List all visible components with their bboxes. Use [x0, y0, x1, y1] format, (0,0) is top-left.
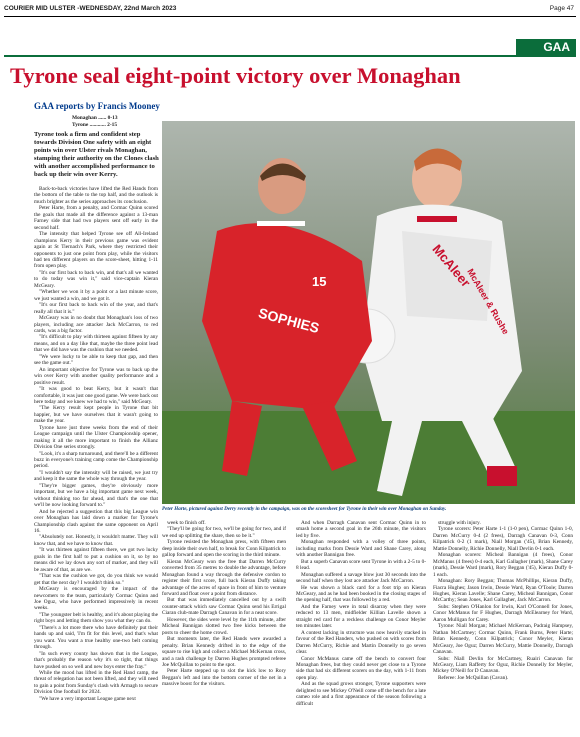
- match-photo: [162, 121, 575, 504]
- article-column-1: [34, 186, 158, 702]
- paragraph: "We have a very important League game next: [39, 695, 136, 702]
- paragraph: Monaghan responded with a volley of three points, including marks from Dessie Ward and Shane Carey, along with another Bannigan free.: [296, 539, 426, 559]
- paragraph: Conor McManus came off the bench to convert four Monaghan frees, but they could never get close to a Tyrone side that had six different scorers on the day, with 1-11 from open play.: [296, 655, 426, 681]
- paragraph: And he rejected a suggestion that this big League win over Monaghan has laid down a marker for Tyrone's Championship clash against the same opponent on April 16.: [34, 508, 158, 535]
- subs-monaghan: Subs: Stephen O'Hanlon for Irwin, Karl O'Connell for Jones, Conor McManus for F Hughes, Darragh McElearney for Ward, Aaron Mulligan for Carey.: [433, 603, 573, 623]
- paragraph: Tyrone have just three weeks from the end of their League campaign until the Ulster Championship opener, making it all the more important to finish the Allianz Division One series strongly.: [34, 424, 158, 451]
- page-header: [4, 5, 576, 15]
- paragraph: He was shown a black card for a foot trip on Kieran McGeary, and as he had been booked in the closing stages of the opening half, that was followed by a red.: [296, 584, 426, 604]
- paragraph: "The youngster belt is healthy, and it's about playing the right boys and letting them show you what they can do.: [34, 611, 158, 625]
- jersey-sponsor-text: McAleer: [429, 241, 474, 290]
- photo-caption: Peter Harte, pictured against Derry recently in the campaign, was on the scoresheet for Tyrone in their win over Monaghan on Sunday.: [162, 506, 447, 512]
- paragraph: "They're bigger games, they're obviously more important, but we have a big important game next week, without thinking too far ahead, and that's the one that we'll be now looking forward to.": [34, 482, 158, 509]
- paragraph: But that was immediately cancelled out by a swift counter-attack which saw Cormac Quinn send his Errigal Ciaran club-mate Darragh Canavan in for a neat score.: [162, 597, 286, 617]
- subs-tyrone: Subs: Niall Devlin for McCartney, Ruairi Canavan for McGeary, Liam Rafferty for Oguz, Richie Donnelly for Meyler, Mickey O'Neill for D Canavan.: [433, 655, 573, 675]
- paragraph: However, the sides were level by the 11th minute, after Micheal Bannigan slotted two free kicks between the posts to cheer the home crowd.: [162, 616, 286, 636]
- team-scorers-tyrone: Tyrone scorers: Peter Harte 1-1 (1-0 pen), Cormac Quinn 1-0, Darren McCurry 0-4 (2 frees), Darragh Canavan 0-3, Conn Kilpatrick 0-2 (1 mark), Niall Morgan ('45), Brian Kennedy, Mattie Donnelly, Richie Donnelly, Niall Devlin 0-1 each.: [433, 526, 573, 552]
- article-column-2: [162, 520, 286, 688]
- paragraph: McGeary is encouraged by the impact of the newcomers to the team, particularly Cormac Quinn and Joe Oguz, who have performed impressively in recent weeks.: [34, 586, 158, 612]
- headline: Tyrone seal eight-point victory over Monaghan: [10, 63, 461, 88]
- publication-name: COURIER MID ULSTER -WEDNESDAY, 22nd March 2023: [4, 5, 177, 12]
- paragraph: But a superb Canavan score sent Tyrone in with a 2-5 to 0-8 lead.: [296, 558, 426, 572]
- paragraph: And the Farney were in total disarray when they were reduced to 13 men, midfielder Killian Lavelle shown a straight red card for a reckless challenge on Conor Meyler ten minutes later.: [296, 603, 426, 630]
- paragraph: "We were lucky to be able to keep that gap, and then see the game out.": [34, 353, 158, 367]
- paragraph: And when Darragh Canavan sent Cormac Quinn in to smash home a second goal in the 26th minute, the visitors led by five.: [296, 520, 426, 539]
- article-column-4: [433, 520, 573, 681]
- team-lineup-tyrone: Tyrone: Niall Morgan; Michael McKernan, Padraig Hampsey, Nathan McCartney; Cormac Quinn, Frank Burns, Peter Harte; Brian Kennedy, Conn Kilpatrick; Conor Meyler, Kieran McGeary, Joe Oguz; Darren McCurry, Mattie Donnelly, Darragh Canavan.: [433, 623, 573, 656]
- paragraph: "It's difficult to play with thirteen against fifteen by any means, and on a day like that, maybe the three point lead that we did have was the cushion that we needed.: [34, 334, 158, 354]
- section-label: GAA: [516, 39, 576, 56]
- intro-paragraph: Tyrone took a firm and confident step towards Division One safety with an eight points win over Ulster rivals Monaghan, stamping their authority on the Clones clash with another accomplished performance to back up their win over Kerry.: [34, 131, 159, 179]
- jersey-sponsor-sub: McAleer & Rushe: [465, 267, 511, 337]
- score-tyrone: Tyrone ............ 2-15: [72, 122, 118, 128]
- paragraph: "Look, it's a sharp turnaround, and there'll be a different buzz in everyone's training camp come the Championship period.: [34, 450, 158, 470]
- score-box: [72, 115, 118, 129]
- paragraph: "It was thirteen against fifteen there, we got two lucky goals in the first half to put a cushion on it, so by no means did we lay down any sort of marker, and they will be aware of that, as are we.: [34, 547, 158, 573]
- team-scorers-monaghan: Monaghan scorers: Micheal Bannigan (4 frees), Conor McManus (4 frees) 0-4 each, Karl Gallagher (mark), Shane Carey (mark), Dessie Ward (mark), Rory Beggan ('45), Kieran Duffy 0-1 each.: [433, 552, 573, 578]
- team-lineup-monaghan: Monaghan: Rory Beggan; Thomas McPhillips, Kieran Duffy, Fiacra Hughes; Jason Irwin, Dessie Ward, Ryan O'Toole; Darren Hughes, Kieran Lavelle; Shane Carey, Micheal Bannigan, Conor McCarthy; Sean Jones, Karl Gallagher, Jack McCarron.: [433, 578, 573, 604]
- byline: GAA reports by Francis Mooney: [34, 101, 160, 111]
- paragraph: Peter Harte stepped up to slot the kick low to Rory Beggan's left and into the bottom corner of the net in a massive boost for the visitors.: [162, 668, 286, 688]
- score-monaghan: Monaghan ...... 0-13: [72, 115, 118, 121]
- jersey-sponsor-logo: SOPHIES: [256, 304, 322, 337]
- paragraph: Monaghan suffered a savage blow just 30 seconds into the second half when they lost ace attacker Jack McCarron.: [296, 571, 426, 585]
- paragraph: "I wouldn't say the intensity will be raised, we just try and keep it the same the whole way through the year.: [34, 469, 158, 483]
- page-number: Page 47: [549, 5, 574, 12]
- paragraph: Tyrone resisted the Monaghan press, with fifteen men deep inside their own half, to break for Conn Kilpatrick to gallop forward and open the scoring in the third minute.: [162, 539, 286, 559]
- paragraph: "In such every county has shown that in the League, that's probably the reason why it's so tight, that things have pushed on so well and new boys enter the fray.": [34, 650, 158, 670]
- paragraph: week to finish off.: [167, 520, 206, 526]
- header-rule: [4, 16, 576, 17]
- paragraph: And as the squad grows stronger, Tyrone supporters were delighted to see Mickey O'Neill come off the bench for a late cameo role and a first appearance of the season following a difficult: [296, 681, 426, 707]
- paragraph: A contest lacking in structure was now heavily stacked in favour of the Red Handers, who pushed on with scores from Darren McCurry, Richie and Martin Donnelly to go seven clear.: [296, 629, 426, 656]
- section-rule: [4, 55, 576, 57]
- paragraph: "Absolutely not. Honestly, it wouldn't matter. They will know that, and we have to know that.: [34, 534, 158, 547]
- paragraph: But moments later, the Red Hands were awarded a penalty. Brian Kennedy drifted in to the edge of the square to rise high and collect a Michael McKernan cross, and a rash challenge by Darren Hughes prompted referee Joe McQuillan to point to the spot.: [162, 636, 286, 668]
- paragraph: Back-to-back victories have lifted the Red Hands from the bottom of the table to the top half, and the outlook is much brighter as the series approaches its conclusion.: [34, 186, 158, 205]
- paragraph: "There's a lot more there who have definitely put their hands up and said, 'I'm fit for this level, and that's what you want. You want a true healthy one-two belt coming through.: [34, 624, 158, 651]
- paragraph: An important objective for Tyrone was to back up the win over Kerry with another quality performance and a positive result.: [34, 366, 158, 386]
- paragraph: "That was the cushion we got, do you think we would get that the next day? I wouldn't think so.": [34, 573, 158, 586]
- paragraph: Kieran McGeary won the free that Darren McCurry converted from 35 metres to double the advantage, before Monaghan found a way through the defensive cordon to register their first score, full back Kieran Duffy taking advantage of the acres of space in front of him to venture forward and float over a point from distance.: [162, 558, 286, 597]
- paragraph: While the mood has lifted in the Red Hand camp, the threat of relegation has not been lifted, and they will need to gain a point from Sunday's clash with Armagh to secure Division One football for 2024.: [34, 669, 158, 696]
- paragraph: "It's our first back to back win, and that's all we wanted to do today was win it," said vice-captain Kieran McGeary.: [34, 269, 158, 289]
- paragraph: McGeary was in no doubt that Monaghan's loss of two players, including ace attacker Jack McCarron, to red cards, was a big factor.: [34, 315, 158, 334]
- paragraph: "Whether we won it by a point or a last minute score, we just wanted a win, and we got it.: [34, 289, 158, 302]
- paragraph: "It was good to beat Kerry, but it wasn't that comfortable, it was just one good game. We were back out here today and we knew we had to win," said McGeary.: [34, 386, 158, 405]
- referee: Referee: Joe McQuillan (Cavan).: [438, 674, 509, 681]
- article-column-3: [296, 520, 426, 707]
- match-photo-illustration: [162, 121, 575, 504]
- paragraph: "The Kerry result kept people in Tyrone that bit happier, but we have ourselves that it wasn't going to make the year.: [34, 405, 158, 425]
- paragraph: The intensity that helped Tyrone see off All-Ireland champions Kerry in their previous game was evident again at St Tiernach's Park, where they restricted their opponents to just one point from play, while the visitors had ten different players on the score-sheet, hitting 1-11 from open play.: [34, 231, 158, 270]
- paragraph: struggle with injury.: [438, 520, 481, 526]
- jersey-number: 15: [312, 274, 327, 289]
- paragraph: "It's our first back to back win of the year, and that's really all that it is.": [34, 302, 158, 315]
- paragraph: Peter Harte, from a penalty, and Cormac Quinn scored the goals that made all the difference against a 13-man Farney side that had two players sent off early in the second half.: [34, 205, 158, 231]
- paragraph: "They'll be going for two, we'll be going for two, and if we end up splitting the share, then so be it.": [162, 526, 286, 539]
